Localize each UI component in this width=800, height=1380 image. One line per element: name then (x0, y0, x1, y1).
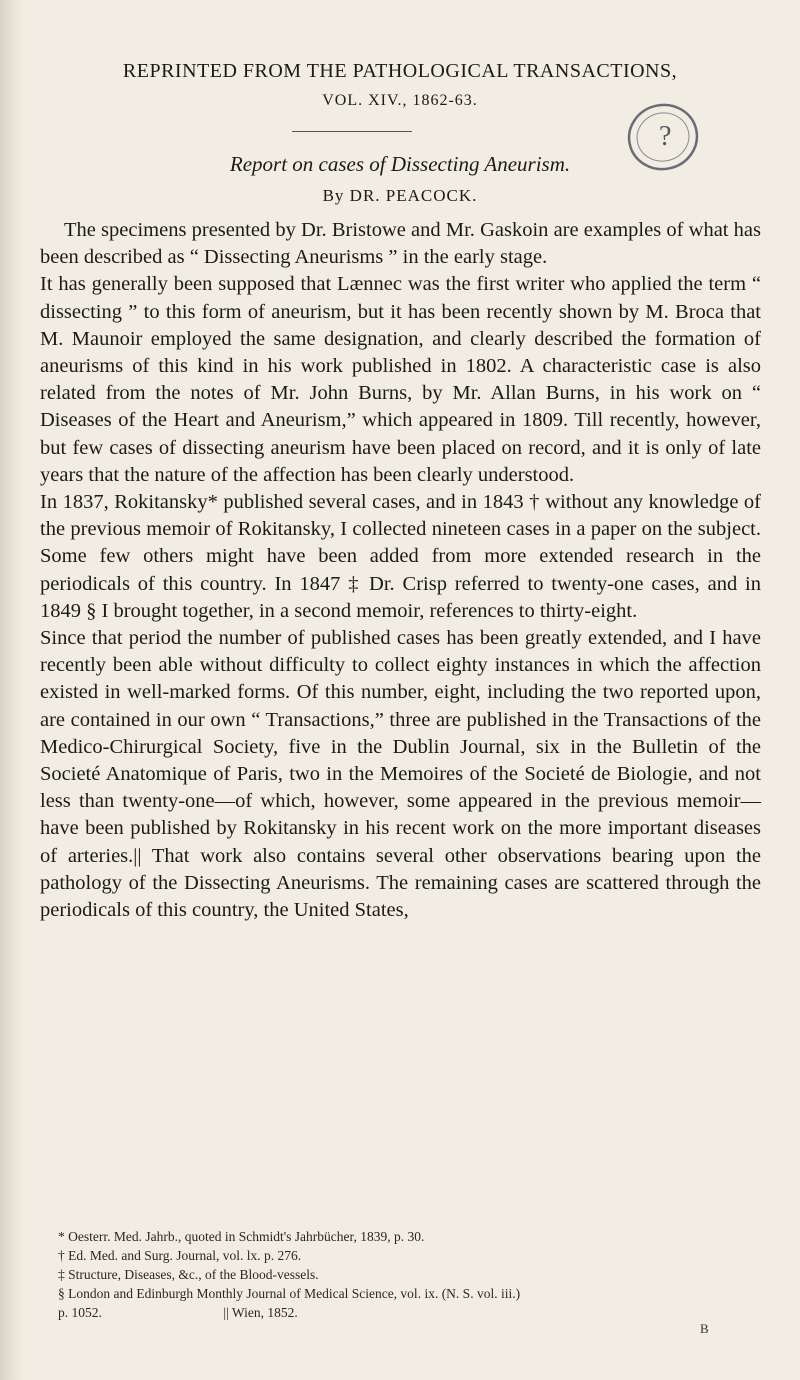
page-edge-shadow (0, 0, 22, 1380)
footnotes (58, 1227, 758, 1322)
body-text (40, 217, 761, 924)
volume-line: VOL. XIV., 1862-63. (322, 92, 478, 109)
paragraph: Since that period the number of published cases has been greatly extended, and I have recently been able without difficulty to collect eighty instances in which the affection existed in well-marked forms. Of this number, eight, including the two reported upon, are contained in our own “ Transactions,” three are published in the Transactions of the Medico-Chirurgical Society, five in the Dublin Journal, six in the Bulletin of the Societé Anatomique of Paris, two in the Memoires of the Societé de Biologie, and not less than twenty-one—of which, however, some appeared in the previous memoir—have been published by Rokitansky in his recent work on the more important diseases of arteries.|| That work also contains several other observations bearing upon the pathology of the Dissecting Aneurisms. The remaining cases are scattered through the periodicals of this country, the United States, (40, 627, 761, 922)
footnote: ‡ Structure, Diseases, &c., of the Blood-vessels. (58, 1267, 319, 1282)
header-rule (292, 131, 412, 132)
report-title: Report on cases of Dissecting Aneurism. (229, 152, 571, 176)
footnote: * Oesterr. Med. Jahrb., quoted in Schmidt's Jahrbücher, 1839, p. 30. (58, 1229, 425, 1244)
footnote: † Ed. Med. and Surg. Journal, vol. lx. p. 276. (58, 1248, 302, 1263)
paragraph: The specimens presented by Dr. Bristowe and Mr. Gaskoin are examples of what has been described as “ Dissecting Aneurisms ” in the early stage. (40, 219, 761, 269)
paragraph: In 1837, Rokitansky* published several cases, and in 1843 † without any knowledge of the previous memoir of Rokitansky, I collected nineteen cases in a paper on the subject. Some few others might have been added from more extended research in the periodicals of this country. In 1847 ‡ Dr. Crisp referred to twenty-one cases, and in 1849 § I brought together, in a second memoir, references to thirty-eight. (40, 491, 761, 622)
paragraph: It has generally been supposed that Lænnec was the first writer who applied the term “ dissecting ” to this form of aneurism, but it has been recently shown by M. Broca that M. Maunoir employed the same designation, and clearly described the formation of aneurisms of this kind in his work published in 1802. A characteristic case is also related from the notes of Mr. John Burns, by Mr. Allan Burns, in his work on “ Diseases of the Heart and Aneurism,” which appeared in 1809. Till recently, however, but few cases of dissecting aneurism have been placed on record, and it is only of late years that the nature of the affection has been clearly understood. (40, 273, 761, 486)
footnote: p. 1052. || Wien, 1852. (58, 1305, 298, 1320)
stamp-mark: ? (659, 121, 672, 152)
footnote: § London and Edinburgh Monthly Journal of Medical Science, vol. ix. (N. S. vol. iii.) (58, 1286, 521, 1301)
reprint-header: REPRINTED FROM THE PATHOLOGICAL TRANSACTIONS, (122, 60, 678, 82)
author-line: By DR. PEACOCK. (322, 186, 478, 205)
signature-mark: B (700, 1321, 709, 1336)
